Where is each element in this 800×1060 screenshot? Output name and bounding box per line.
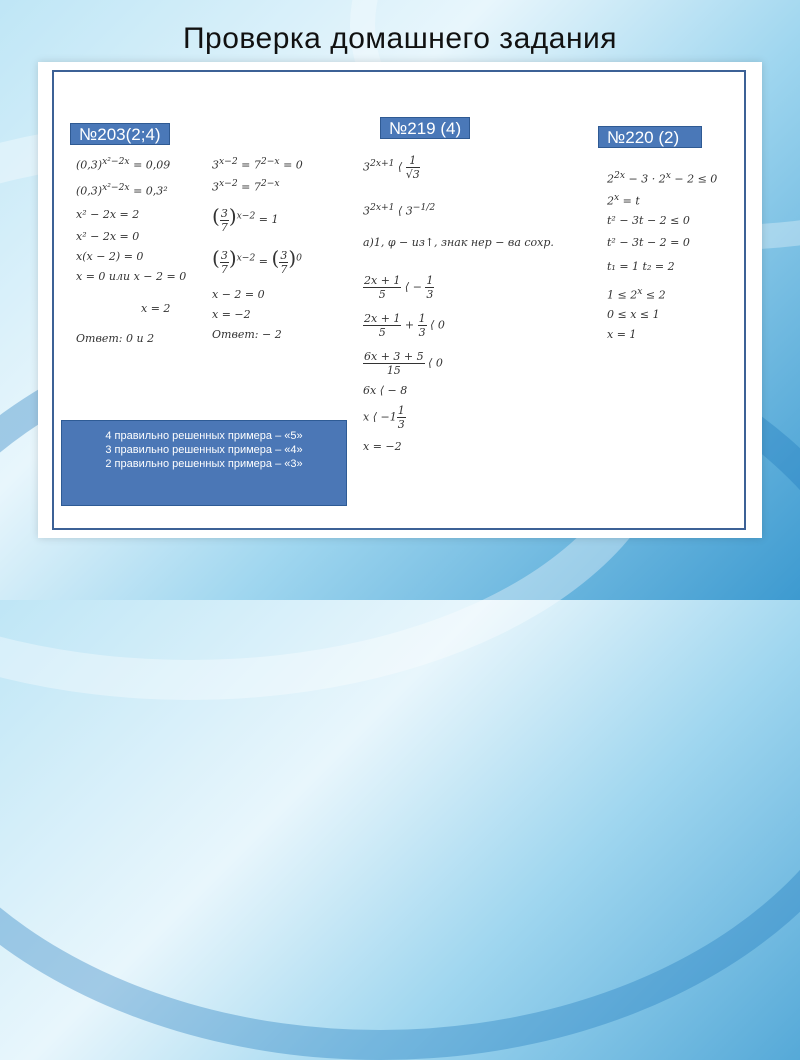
grading-line: 3 правильно решенных примера – «4» [105, 444, 303, 456]
grading-line: 4 правильно решенных примера – «5» [105, 430, 303, 442]
grading-line: 2 правильно решенных примера – «3» [105, 458, 303, 470]
task-label-203: №203(2;4) [70, 123, 170, 145]
task-label-220: №220 (2) [598, 126, 702, 148]
grading-criteria-box [61, 420, 347, 506]
page-title: Проверка домашнего задания [182, 22, 618, 55]
task-label-219: №219 (4) [380, 117, 470, 139]
